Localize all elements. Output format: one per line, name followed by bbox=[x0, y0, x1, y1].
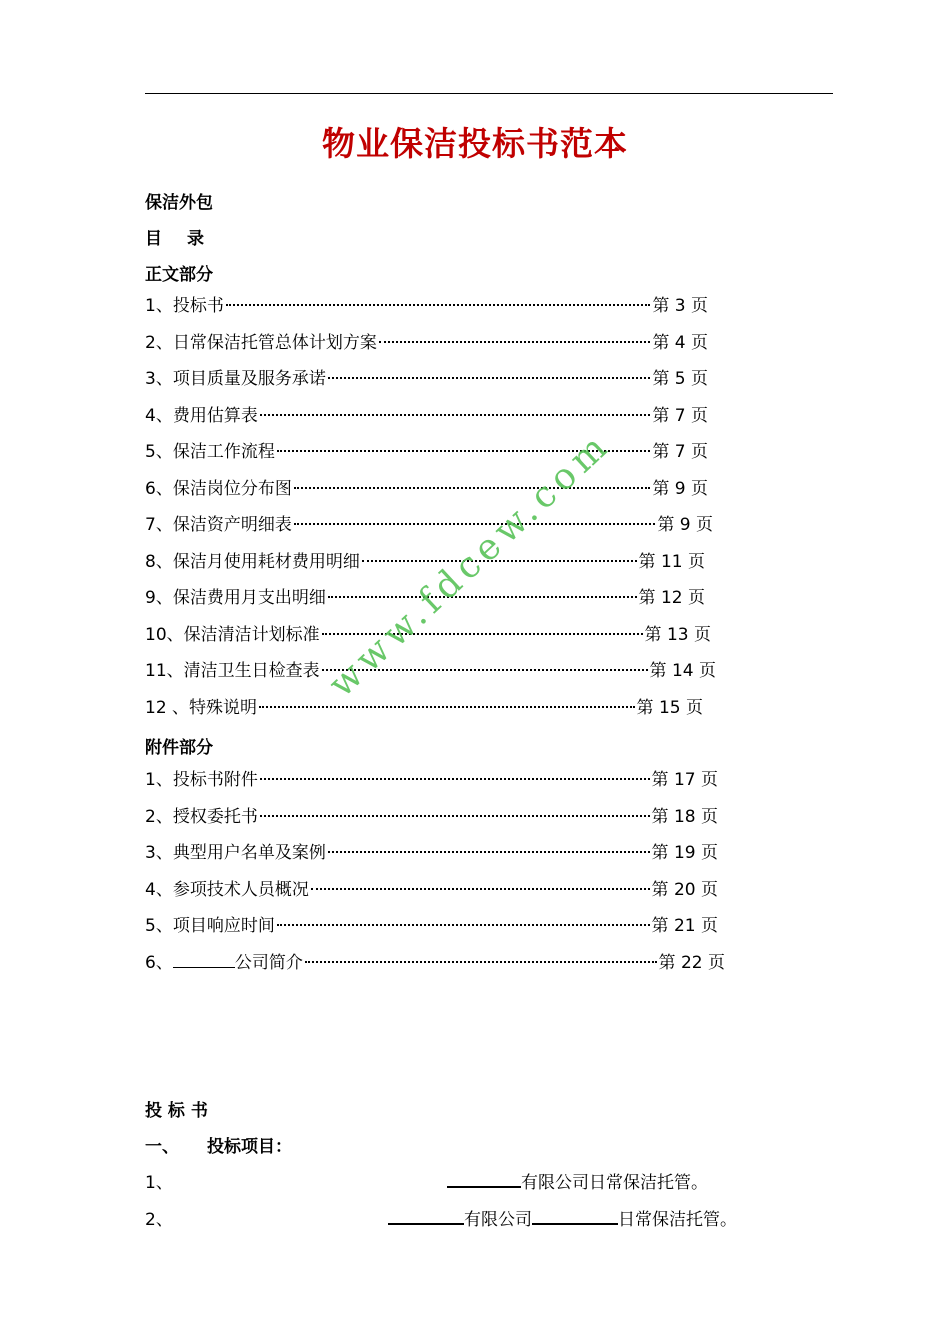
toc-leader-dots bbox=[362, 560, 637, 562]
toc-item-label: 10、保洁清洁计划标准 bbox=[145, 624, 320, 645]
toc-item-label: 4、费用估算表 bbox=[145, 405, 258, 426]
toc-leader-dots bbox=[311, 888, 650, 890]
toc-item-label: 3、典型用户名单及案例 bbox=[145, 843, 326, 863]
toc-item bbox=[145, 841, 718, 865]
toc-item-page: 第 5 页 bbox=[652, 369, 708, 389]
toc-item-page: 第 4 页 bbox=[652, 332, 708, 353]
toc-item bbox=[145, 914, 718, 938]
toc-item bbox=[145, 513, 713, 537]
watermark: www.fdcew.com bbox=[321, 423, 620, 706]
toc-item-page: 第 15 页 bbox=[636, 697, 703, 718]
toc-leader-dots bbox=[322, 633, 643, 635]
toc-item-page: 第 7 页 bbox=[652, 442, 708, 462]
toc-item bbox=[145, 623, 711, 647]
toc-item bbox=[145, 331, 708, 355]
blank-line bbox=[388, 1209, 464, 1225]
toc-leader-dots bbox=[322, 669, 648, 671]
bid-item1-number: 1、 bbox=[145, 1173, 173, 1193]
toc-item bbox=[145, 367, 708, 391]
toc-item-label: 2、授权委托书 bbox=[145, 806, 258, 827]
toc-item bbox=[145, 696, 703, 720]
toc-item-page: 第 19 页 bbox=[651, 843, 718, 863]
bid-item2-mid: 有限公司 bbox=[464, 1210, 532, 1230]
toc-item-page: 第 7 页 bbox=[652, 405, 708, 426]
toc-item-page: 第 14 页 bbox=[649, 661, 716, 681]
toc-leader-dots bbox=[328, 377, 651, 379]
toc-heading: 目 录 bbox=[145, 229, 208, 249]
toc-leader-dots bbox=[294, 523, 656, 525]
toc-item-label: 5、保洁工作流程 bbox=[145, 442, 275, 462]
toc-item-label: 12 、特殊说明 bbox=[145, 697, 258, 718]
blank-line bbox=[173, 951, 235, 968]
toc-leader-dots bbox=[294, 487, 651, 489]
toc-item-page: 第 20 页 bbox=[651, 879, 718, 900]
toc-leader-dots bbox=[305, 961, 657, 963]
section-main-heading: 正文部分 bbox=[145, 265, 213, 285]
bid-section1-label: 投标项目： bbox=[207, 1137, 292, 1157]
toc-item bbox=[145, 768, 718, 792]
toc-item-label: 5、项目响应时间 bbox=[145, 916, 275, 936]
toc-item bbox=[145, 550, 705, 574]
bid-item2 bbox=[388, 1205, 737, 1230]
toc-leader-dots bbox=[328, 596, 637, 598]
toc-item-label: 8、保洁月使用耗材费用明细 bbox=[145, 551, 360, 572]
toc-item bbox=[145, 805, 718, 829]
toc-leader-dots bbox=[226, 304, 651, 306]
toc-item-page: 第 9 页 bbox=[652, 478, 708, 499]
toc-item-page: 第 9 页 bbox=[657, 515, 713, 535]
toc-leader-dots bbox=[260, 778, 650, 780]
toc-leader-dots bbox=[260, 414, 651, 416]
header-rule bbox=[145, 93, 833, 94]
toc-item bbox=[145, 951, 725, 975]
bid-item2-number: 2、 bbox=[145, 1210, 173, 1230]
bid-heading: 投 标 书 bbox=[145, 1101, 208, 1121]
toc-item-label: 1、投标书附件 bbox=[145, 770, 258, 790]
bid-item1 bbox=[447, 1168, 708, 1193]
toc-item bbox=[145, 404, 708, 428]
toc-item-label: 7、保洁资产明细表 bbox=[145, 515, 292, 535]
toc-item bbox=[145, 440, 708, 464]
toc-item bbox=[145, 586, 705, 610]
toc-item-page: 第 12 页 bbox=[638, 588, 705, 608]
toc-item-label: 11、清洁卫生日检查表 bbox=[145, 661, 320, 681]
toc-item bbox=[145, 477, 708, 501]
toc-item bbox=[145, 659, 716, 683]
section-appendix-heading: 附件部分 bbox=[145, 738, 213, 758]
toc-leader-dots bbox=[259, 706, 635, 708]
toc-leader-dots bbox=[328, 851, 650, 853]
toc-leader-dots bbox=[277, 450, 651, 452]
toc-leader-dots bbox=[277, 924, 650, 926]
toc-item-page: 第 21 页 bbox=[651, 916, 718, 936]
document-title: 物业保洁投标书范本 bbox=[322, 124, 628, 163]
toc-item-label: 1、投标书 bbox=[145, 296, 224, 316]
bid-item1-text: 有限公司日常保洁托管。 bbox=[521, 1173, 708, 1193]
toc-item-label: 9、保洁费用月支出明细 bbox=[145, 588, 326, 608]
toc-item-page: 第 3 页 bbox=[652, 296, 708, 316]
bid-section1-number: 一、 bbox=[145, 1137, 179, 1157]
toc-leader-dots bbox=[379, 341, 651, 343]
toc-item bbox=[145, 878, 718, 902]
toc-item-label: 2、日常保洁托管总体计划方案 bbox=[145, 332, 377, 353]
toc-item-page: 第 22 页 bbox=[658, 952, 725, 973]
toc-item-label-suffix: 公司简介 bbox=[234, 952, 303, 973]
blank-line bbox=[447, 1172, 521, 1188]
blank-line bbox=[532, 1209, 618, 1225]
toc-item-page: 第 13 页 bbox=[644, 624, 711, 645]
toc-item-page: 第 17 页 bbox=[651, 770, 718, 790]
toc-item-page: 第 18 页 bbox=[651, 806, 718, 827]
toc-item-label: 6、 bbox=[145, 952, 173, 973]
toc-item-page: 第 11 页 bbox=[638, 551, 705, 572]
toc-item-label: 4、参项技术人员概况 bbox=[145, 879, 309, 900]
toc-leader-dots bbox=[260, 815, 650, 817]
toc-item bbox=[145, 294, 708, 318]
toc-item-label: 3、项目质量及服务承诺 bbox=[145, 369, 326, 389]
subtitle: 保洁外包 bbox=[145, 193, 213, 213]
bid-item2-end: 日常保洁托管。 bbox=[618, 1210, 737, 1230]
toc-item-label: 6、保洁岗位分布图 bbox=[145, 478, 292, 499]
